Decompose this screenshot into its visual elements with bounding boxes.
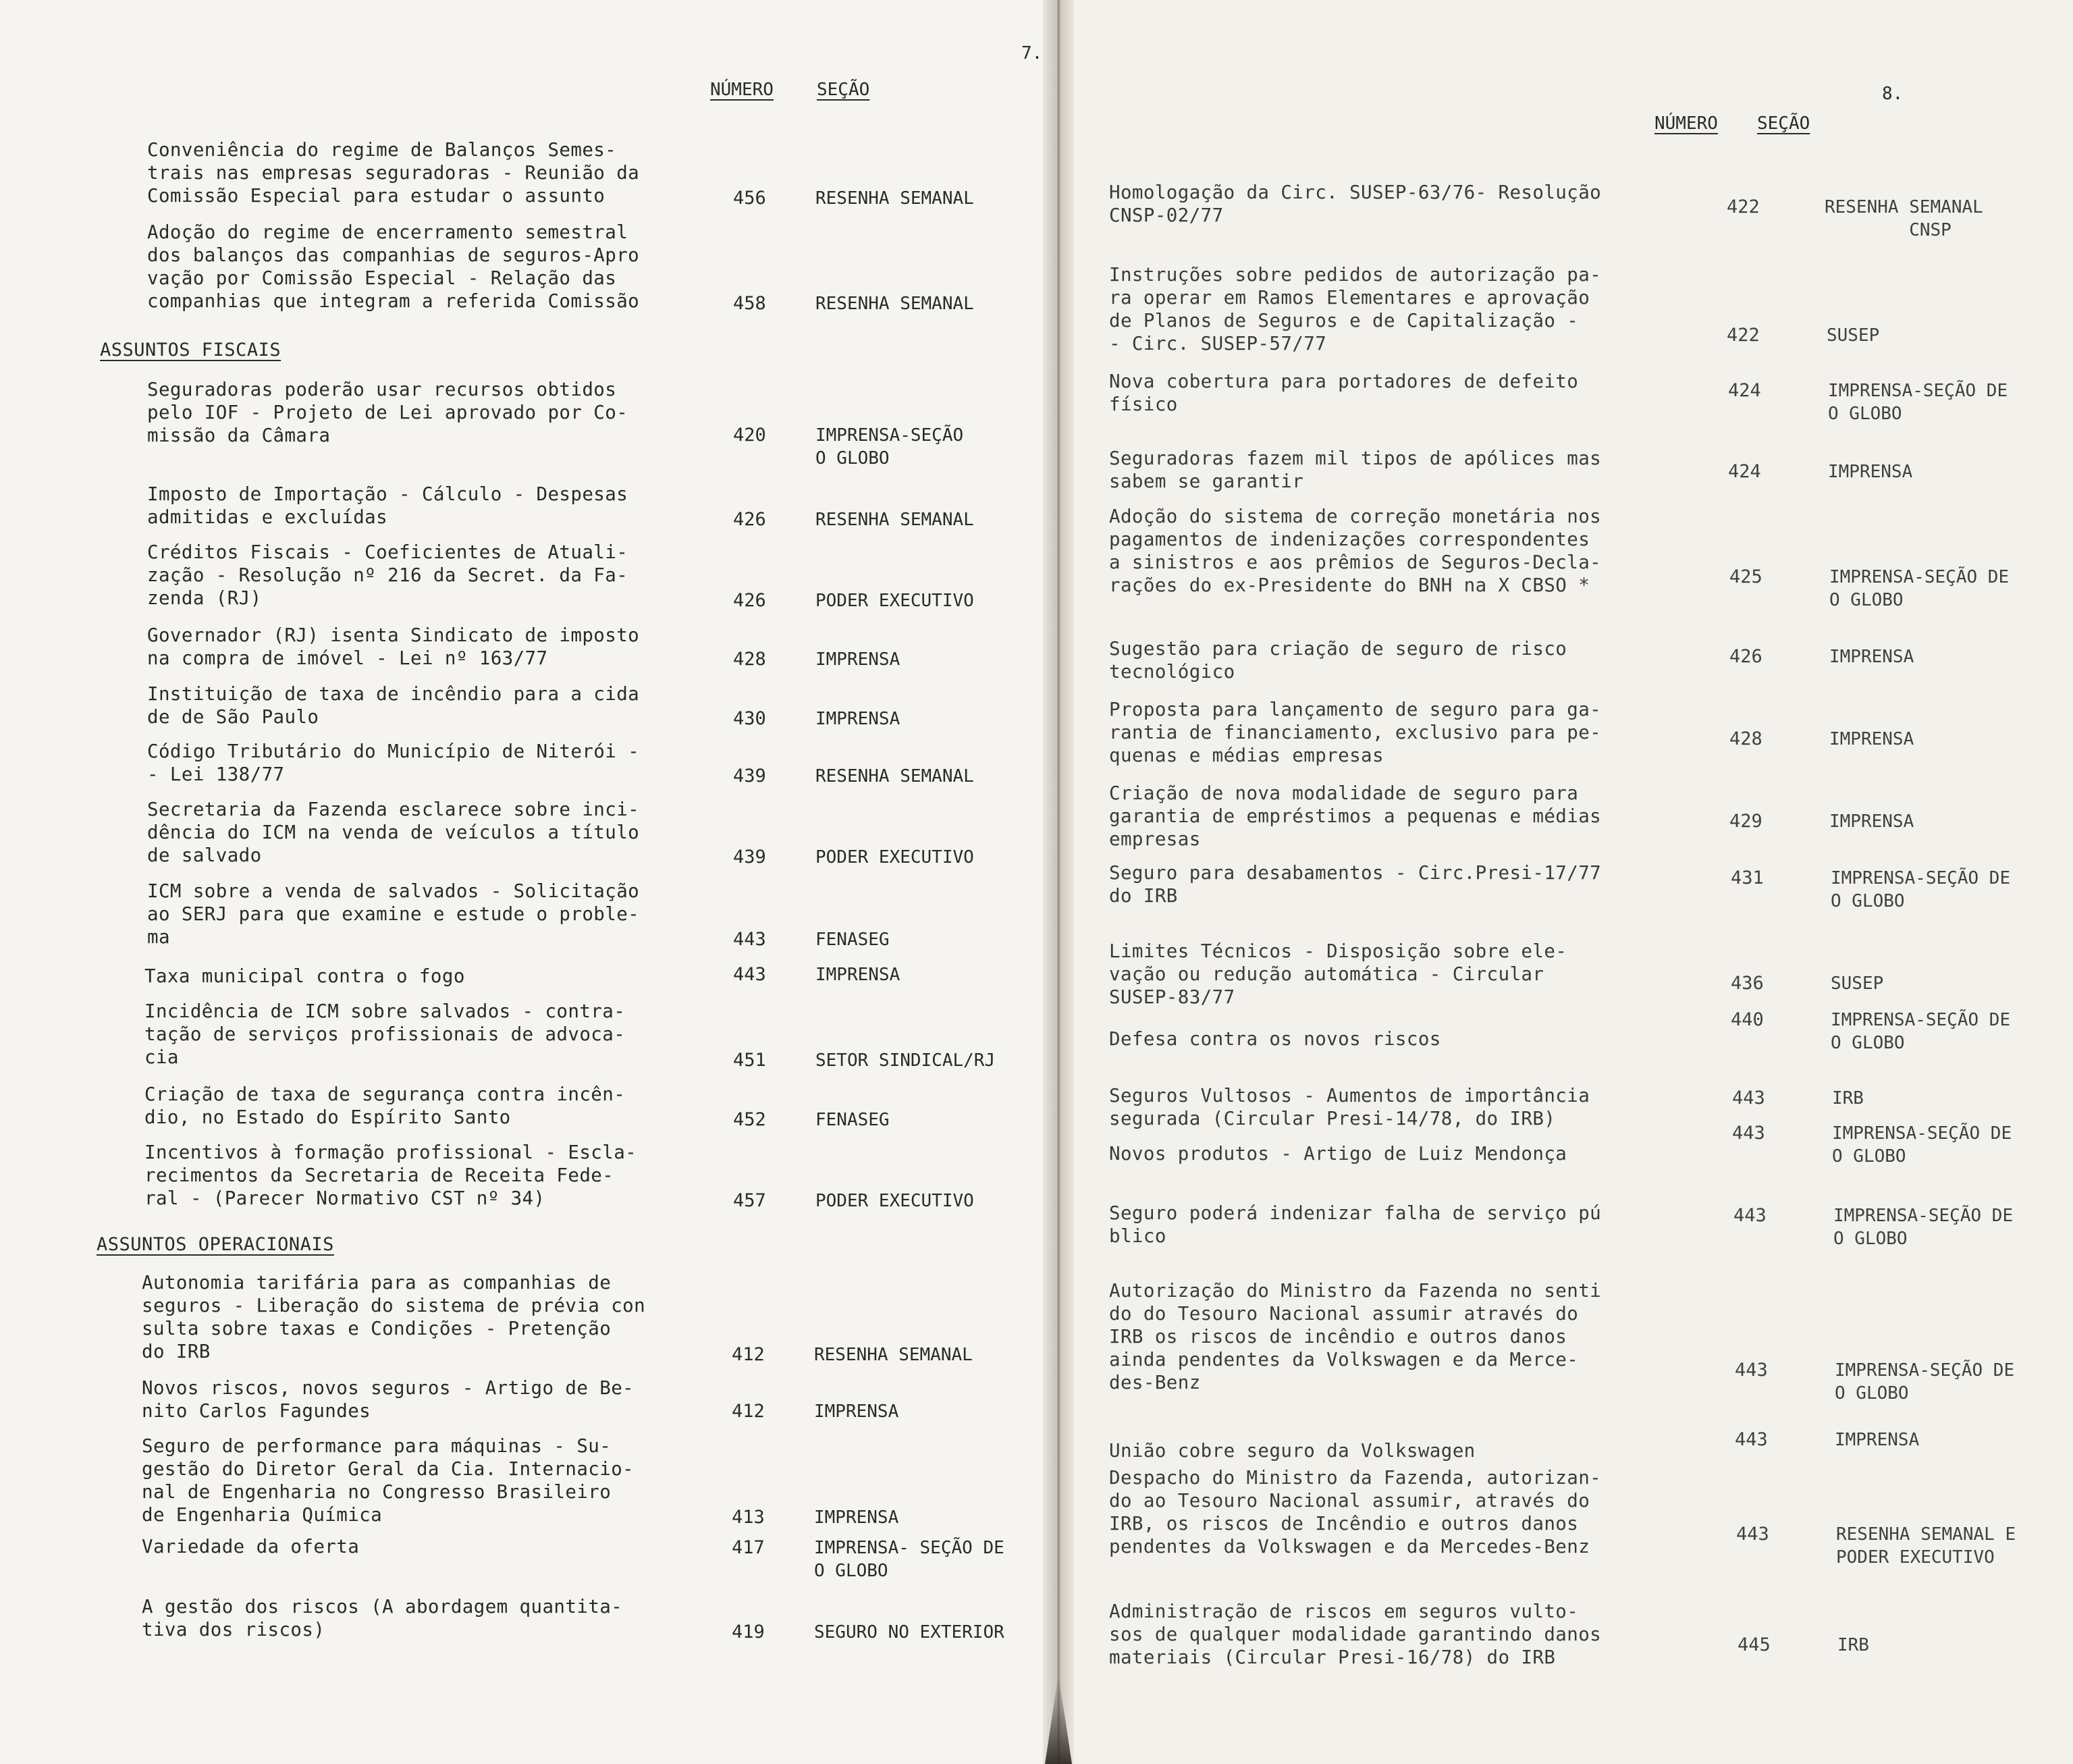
column-header-numero: NÚMERO: [1654, 113, 1718, 134]
entry-subject: Conveniência do regime de Balanços Semes- trais nas empresas seguradoras - Reunião da Comissão Especial para estudar o assunto: [147, 139, 640, 207]
book-gutter: [1043, 0, 1074, 1764]
entry-section: RESENHA SEMANAL CNSP: [1825, 197, 1983, 240]
entry-subject: Variedade da oferta: [142, 1536, 360, 1557]
entry-number: 412: [732, 1344, 765, 1365]
entry-section: RESENHA SEMANAL: [815, 766, 974, 786]
entry-subject: Novos riscos, novos seguros - Artigo de Be- nito Carlos Fagundes: [142, 1377, 635, 1422]
entry-section: IMPRENSA-SEÇÃO DE O GLOBO: [1829, 567, 2010, 610]
entry-number: 426: [733, 509, 766, 530]
entry-section: IRB: [1837, 1635, 1869, 1655]
entry-subject: Incentivos à formação profissional - Escla- recimentos da Secretaria de Receita Fede- ral - (Parecer Normativo CST nº 34): [144, 1142, 637, 1209]
entry-subject: Despacho do Ministro da Fazenda, autorizan- do ao Tesouro Nacional assumir, através do IRB, os riscos de Incêndio e outros danos pendentes da Volkswagen e da Mercedes-Benz: [1109, 1467, 1602, 1557]
entry-number: 413: [732, 1507, 765, 1528]
entry-subject: Taxa municipal contra o fogo: [144, 965, 465, 987]
entry-section: IMPRENSA: [814, 1401, 899, 1422]
entry-subject: Adoção do sistema de correção monetária nos pagamentos de indenizações correspondentes a sinistros e aos prêmios de Seguros-Decla- rações do ex-Presidente do BNH na X CBSO *: [1109, 506, 1602, 596]
entry-number: 439: [733, 766, 766, 786]
entry-subject: Autorização do Ministro da Fazenda no senti do do Tesouro Nacional assumir através do IRB os riscos de incêndio e outros danos ainda pendentes da Volkswagen e da Merce- des-Benz: [1109, 1280, 1602, 1393]
entry-section: PODER EXECUTIVO: [815, 1191, 974, 1211]
entry-section: IMPRENSA: [815, 649, 900, 670]
page-number: 7.: [1021, 43, 1043, 63]
entry-subject: Homologação da Circ. SUSEP-63/76- Resolução CNSP-02/77: [1109, 182, 1602, 226]
entry-section: RESENHA SEMANAL: [815, 188, 974, 209]
entry-number: 424: [1728, 461, 1761, 482]
entry-number: 428: [733, 649, 766, 670]
column-header-numero: NÚMERO: [710, 80, 774, 100]
entry-number: 431: [1731, 867, 1764, 888]
entry-number: 412: [732, 1401, 765, 1422]
entry-subject: ICM sobre a venda de salvados - Solicitação ao SERJ para que examine e estude o proble- ma: [147, 880, 640, 948]
entry-subject: Instituição de taxa de incêndio para a cida de de São Paulo: [147, 683, 640, 728]
entry-number: 440: [1731, 1009, 1764, 1030]
section-heading-operacionais: ASSUNTOS OPERACIONAIS: [97, 1234, 334, 1255]
entry-section: IMPRENSA: [1829, 647, 1914, 667]
entry-number: 417: [732, 1537, 765, 1558]
entry-section: IMPRENSA: [814, 1507, 899, 1528]
entry-subject: Limites Técnicos - Disposição sobre ele- vação ou redução automática - Circular SUSEP-83/77: [1109, 940, 1567, 1008]
entry-number: 443: [1735, 1429, 1768, 1450]
entry-section: IMPRENSA-SEÇÃO DE O GLOBO: [1835, 1360, 2015, 1404]
entry-number: 436: [1731, 973, 1764, 994]
entry-subject: Instruções sobre pedidos de autorização pa- ra operar em Ramos Elementares e aprovação de Planos de Seguros e de Capitalização - - Circ. SUSEP-57/77: [1109, 264, 1602, 354]
entry-section: SETOR SINDICAL/RJ: [815, 1050, 996, 1071]
section-heading-fiscais: ASSUNTOS FISCAIS: [100, 340, 281, 360]
entry-number: 445: [1738, 1634, 1771, 1655]
entry-section: IMPRENSA: [815, 965, 900, 985]
entry-subject: Seguradoras fazem mil tipos de apólices mas sabem se garantir: [1109, 448, 1602, 492]
entry-section: RESENHA SEMANAL E PODER EXECUTIVO: [1836, 1524, 2016, 1568]
entry-number: 422: [1727, 325, 1760, 346]
entry-number: 443: [1736, 1524, 1769, 1545]
entry-section: FENASEG: [815, 1110, 890, 1130]
column-header-secao: SEÇÃO: [1757, 113, 1810, 134]
entry-section: IMPRENSA: [815, 709, 900, 729]
entry-section: SUSEP: [1827, 325, 1880, 346]
entry-number: 451: [733, 1050, 766, 1071]
entry-section: IMPRENSA-SEÇÃO O GLOBO: [815, 425, 964, 469]
entry-number: 443: [733, 929, 766, 950]
entry-subject: União cobre seguro da Volkswagen: [1109, 1440, 1476, 1462]
entry-number: 419: [732, 1622, 765, 1642]
entry-subject: Autonomia tarifária para as companhias de seguros - Liberação do sistema de prévia con sulta sobre taxas e Condições - Pretenção do IRB: [142, 1272, 646, 1362]
entry-subject: A gestão dos riscos (A abordagem quantita- tiva dos riscos): [142, 1596, 623, 1640]
entry-number: 458: [733, 293, 766, 314]
right-page: [1058, 0, 2073, 1764]
entry-section: PODER EXECUTIVO: [815, 591, 974, 611]
entry-section: IMPRENSA: [1829, 811, 1914, 832]
entry-number: 439: [733, 847, 766, 867]
entry-number: 426: [733, 590, 766, 611]
entry-section: FENASEG: [815, 930, 890, 950]
entry-section: IMPRENSA- SEÇÃO DE O GLOBO: [814, 1538, 1004, 1581]
entry-subject: Defesa contra os novos riscos: [1109, 1028, 1441, 1050]
entry-number: 426: [1729, 646, 1762, 667]
entry-subject: Imposto de Importação - Cálculo - Despesas admitidas e excluídas: [147, 483, 628, 528]
entry-number: 443: [1733, 1205, 1767, 1226]
entry-subject: Secretaria da Fazenda esclarece sobre inci- dência do ICM na venda de veículos a título de salvado: [147, 799, 640, 866]
entry-subject: Seguradoras poderão usar recursos obtidos pelo IOF - Projeto de Lei aprovado por Co- missão da Câmara: [147, 379, 628, 446]
entry-section: SEGURO NO EXTERIOR: [814, 1622, 1004, 1642]
entry-section: RESENHA SEMANAL: [815, 510, 974, 530]
entry-number: 424: [1728, 380, 1761, 401]
entry-section: IRB: [1832, 1088, 1864, 1108]
entry-number: 443: [1735, 1360, 1768, 1381]
entry-number: 452: [733, 1109, 766, 1130]
entry-subject: Seguro poderá indenizar falha de serviço pú blico: [1109, 1202, 1602, 1247]
entry-subject: Criação de nova modalidade de seguro para garantia de empréstimos a pequenas e médias empresas: [1109, 782, 1602, 850]
entry-number: 422: [1727, 196, 1760, 217]
entry-section: IMPRENSA: [1829, 729, 1914, 749]
entry-subject: Criação de taxa de segurança contra incên- dio, no Estado do Espírito Santo: [144, 1084, 626, 1128]
entry-subject: Sugestão para criação de seguro de risco tecnológico: [1109, 638, 1567, 683]
entry-subject: Seguro de performance para máquinas - Su- gestão do Diretor Geral da Cia. Internacio- nal de Engenharia no Congresso Brasileiro de Engenharia Química: [142, 1435, 635, 1526]
entry-subject: Adoção do regime de encerramento semestral dos balanços das companhias de seguros-Apro vação por Comissão Especial - Relação das companhias que integram a referida Comissão: [147, 221, 640, 312]
entry-subject: Proposta para lançamento de seguro para ga- rantia de financiamento, exclusivo para pe- quenas e médias empresas: [1109, 699, 1602, 766]
column-header-secao: SEÇÃO: [817, 80, 870, 100]
entry-section: IMPRENSA: [1828, 462, 1913, 482]
entry-number: 443: [1732, 1123, 1765, 1144]
entry-section: IMPRENSA-SEÇÃO DE O GLOBO: [1831, 1010, 2011, 1053]
entry-subject: Administração de riscos em seguros vulto- sos de qualquer modalidade garantindo danos materiais (Circular Presi-16/78) do IRB: [1109, 1601, 1602, 1668]
entry-number: 443: [1732, 1088, 1765, 1108]
page-number: 8.: [1882, 84, 1904, 104]
entry-subject: Seguros Vultosos - Aumentos de importância segurada (Circular Presi-14/78, do IRB): [1109, 1085, 1590, 1129]
entry-section: IMPRENSA-SEÇÃO DE O GLOBO: [1833, 1206, 2014, 1249]
entry-section: IMPRENSA: [1835, 1430, 1920, 1450]
entry-number: 456: [733, 188, 766, 209]
entry-subject: Nova cobertura para portadores de defeito físico: [1109, 371, 1579, 415]
entry-subject: Governador (RJ) isenta Sindicato de imposto na compra de imóvel - Lei nº 163/77: [147, 624, 640, 669]
entry-subject: Novos produtos - Artigo de Luiz Mendonça: [1109, 1143, 1567, 1165]
entry-number: 457: [733, 1190, 766, 1211]
entry-section: RESENHA SEMANAL: [814, 1345, 973, 1365]
entry-section: RESENHA SEMANAL: [815, 294, 974, 314]
entry-subject: Código Tributário do Município de Niterói - - Lei 138/77: [147, 741, 640, 785]
entry-number: 425: [1729, 566, 1762, 587]
entry-section: IMPRENSA-SEÇÃO DE O GLOBO: [1832, 1123, 2012, 1167]
entry-number: 430: [733, 708, 766, 729]
entry-section: PODER EXECUTIVO: [815, 847, 974, 867]
entry-section: SUSEP: [1831, 973, 1884, 994]
entry-number: 429: [1729, 811, 1762, 832]
entry-subject: Créditos Fiscais - Coeficientes de Atuali- zação - Resolução nº 216 da Secret. da Fa- zenda (RJ): [147, 541, 628, 609]
entry-section: IMPRENSA-SEÇÃO DE O GLOBO: [1831, 868, 2011, 911]
entry-number: 443: [733, 964, 766, 985]
entry-subject: Seguro para desabamentos - Circ.Presi-17/77 do IRB: [1109, 862, 1602, 907]
entry-number: 428: [1729, 728, 1762, 749]
entry-section: IMPRENSA-SEÇÃO DE O GLOBO: [1828, 381, 2008, 424]
entry-number: 420: [733, 425, 766, 446]
entry-subject: Incidência de ICM sobre salvados - contra- tação de serviços profissionais de advoca- cia: [144, 1000, 626, 1068]
